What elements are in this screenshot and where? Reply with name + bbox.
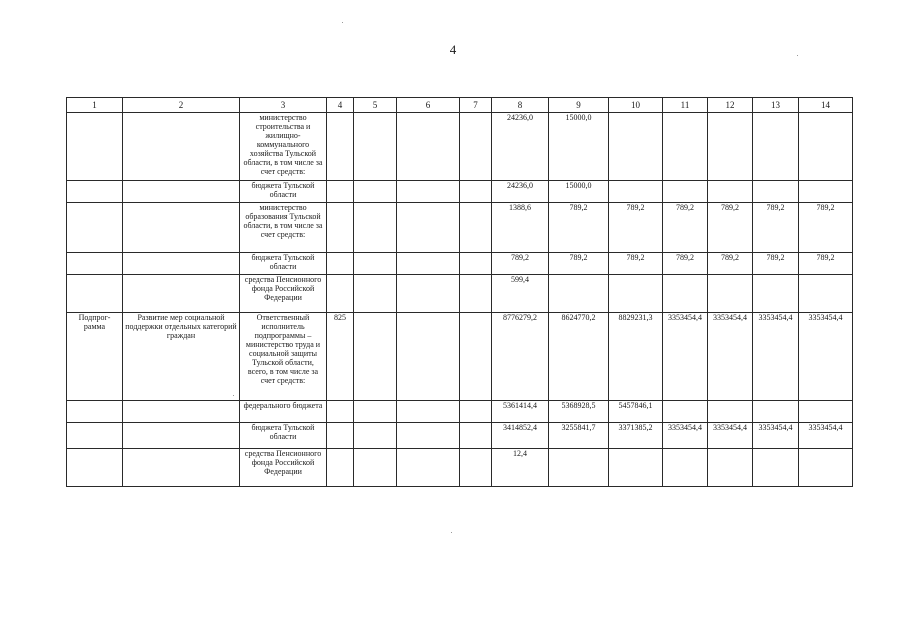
column-header-2: 2 <box>123 98 240 113</box>
cell-col-13: 3353454,4 <box>753 423 799 449</box>
cell-col-8: 1388,6 <box>492 203 549 253</box>
column-header-4: 4 <box>327 98 354 113</box>
cell-col-4 <box>327 113 354 181</box>
table-row <box>67 449 853 487</box>
cell-col-1 <box>67 253 123 275</box>
cell-col-3: бюджета Тульской области <box>240 181 327 203</box>
cell-col-8: 3414852,4 <box>492 423 549 449</box>
column-header-13: 13 <box>753 98 799 113</box>
cell-col-14: 789,2 <box>799 253 853 275</box>
cell-col-8: 789,2 <box>492 253 549 275</box>
cell-col-10 <box>609 449 663 487</box>
cell-col-13: 789,2 <box>753 203 799 253</box>
cell-col-5 <box>354 253 397 275</box>
cell-col-14: 789,2 <box>799 203 853 253</box>
cell-col-6 <box>397 113 460 181</box>
cell-col-1 <box>67 449 123 487</box>
page-number: 4 <box>449 42 457 57</box>
cell-col-12 <box>708 449 753 487</box>
cell-col-2 <box>123 401 240 423</box>
column-header-6: 6 <box>397 98 460 113</box>
header-row <box>67 98 853 113</box>
cell-col-2 <box>123 203 240 253</box>
scan-speck <box>451 532 452 533</box>
cell-col-9: 789,2 <box>549 203 609 253</box>
scan-speck <box>233 395 234 396</box>
cell-col-9: 15000,0 <box>549 113 609 181</box>
funding-table <box>66 97 853 487</box>
cell-col-7 <box>460 253 492 275</box>
cell-col-13 <box>753 181 799 203</box>
cell-col-8: 5361414,4 <box>492 401 549 423</box>
cell-col-11 <box>663 113 708 181</box>
cell-col-14: 3353454,4 <box>799 423 853 449</box>
cell-col-3: бюджета Тульской области <box>240 423 327 449</box>
column-header-7: 7 <box>460 98 492 113</box>
cell-col-6 <box>397 253 460 275</box>
cell-col-14 <box>799 449 853 487</box>
cell-col-14 <box>799 113 853 181</box>
cell-col-8: 24236,0 <box>492 113 549 181</box>
cell-col-14 <box>799 181 853 203</box>
scan-speck <box>797 55 798 56</box>
cell-col-3: министерство строительства и жилищно-коммунального хозяйства Тульской области, в том числе за счет средств: <box>240 113 327 181</box>
cell-col-11 <box>663 181 708 203</box>
column-header-1: 1 <box>67 98 123 113</box>
cell-col-7 <box>460 203 492 253</box>
table-row <box>67 113 853 181</box>
cell-col-5 <box>354 423 397 449</box>
cell-col-2 <box>123 253 240 275</box>
cell-col-10 <box>609 181 663 203</box>
column-header-5: 5 <box>354 98 397 113</box>
cell-col-12: 789,2 <box>708 253 753 275</box>
cell-col-11: 3353454,4 <box>663 423 708 449</box>
column-header-14: 14 <box>799 98 853 113</box>
cell-col-9: 3255841,7 <box>549 423 609 449</box>
cell-col-4 <box>327 275 354 313</box>
cell-col-12 <box>708 275 753 313</box>
cell-col-11 <box>663 275 708 313</box>
column-header-10: 10 <box>609 98 663 113</box>
table-body <box>67 113 853 487</box>
cell-col-13 <box>753 401 799 423</box>
cell-col-7 <box>460 275 492 313</box>
cell-col-6 <box>397 275 460 313</box>
cell-col-6 <box>397 181 460 203</box>
column-header-8: 8 <box>492 98 549 113</box>
cell-col-10: 8829231,3 <box>609 313 663 401</box>
table-row <box>67 253 853 275</box>
cell-col-9 <box>549 275 609 313</box>
cell-col-2: Развитие мер социальной поддержки отдельных категорий граждан <box>123 313 240 401</box>
cell-col-11 <box>663 401 708 423</box>
cell-col-14: 3353454,4 <box>799 313 853 401</box>
cell-col-11: 789,2 <box>663 203 708 253</box>
cell-col-14 <box>799 275 853 313</box>
table-row <box>67 313 853 401</box>
cell-col-1 <box>67 401 123 423</box>
cell-col-4 <box>327 181 354 203</box>
cell-col-4 <box>327 203 354 253</box>
cell-col-13 <box>753 449 799 487</box>
cell-col-8: 8776279,2 <box>492 313 549 401</box>
cell-col-2 <box>123 113 240 181</box>
cell-col-11: 789,2 <box>663 253 708 275</box>
cell-col-2 <box>123 181 240 203</box>
cell-col-11: 3353454,4 <box>663 313 708 401</box>
cell-col-3: средства Пенсионного фонда Российской Федерации <box>240 449 327 487</box>
cell-col-5 <box>354 449 397 487</box>
column-header-12: 12 <box>708 98 753 113</box>
cell-col-13 <box>753 275 799 313</box>
cell-col-3: Ответственный исполнитель подпрограммы – министерство труда и социальной защиты Тульской области, всего, в том числе за счет средств: <box>240 313 327 401</box>
table-row <box>67 423 853 449</box>
cell-col-4 <box>327 423 354 449</box>
cell-col-6 <box>397 401 460 423</box>
cell-col-7 <box>460 181 492 203</box>
cell-col-8: 599,4 <box>492 275 549 313</box>
cell-col-10: 789,2 <box>609 253 663 275</box>
cell-col-3: средства Пенсионного фонда Российской Федерации <box>240 275 327 313</box>
cell-col-3: бюджета Тульской области <box>240 253 327 275</box>
table-row <box>67 181 853 203</box>
table-row <box>67 203 853 253</box>
cell-col-10: 3371385,2 <box>609 423 663 449</box>
cell-col-8: 24236,0 <box>492 181 549 203</box>
cell-col-1 <box>67 113 123 181</box>
cell-col-10 <box>609 113 663 181</box>
column-header-3: 3 <box>240 98 327 113</box>
cell-col-9: 8624770,2 <box>549 313 609 401</box>
cell-col-7 <box>460 423 492 449</box>
cell-col-4 <box>327 401 354 423</box>
cell-col-5 <box>354 313 397 401</box>
scan-speck <box>342 22 343 23</box>
cell-col-1 <box>67 423 123 449</box>
cell-col-10: 5457846,1 <box>609 401 663 423</box>
cell-col-7 <box>460 449 492 487</box>
cell-col-6 <box>397 313 460 401</box>
cell-col-13: 789,2 <box>753 253 799 275</box>
cell-col-12 <box>708 181 753 203</box>
table-row <box>67 275 853 313</box>
cell-col-1 <box>67 275 123 313</box>
cell-col-12: 789,2 <box>708 203 753 253</box>
cell-col-6 <box>397 203 460 253</box>
cell-col-14 <box>799 401 853 423</box>
cell-col-12: 3353454,4 <box>708 423 753 449</box>
cell-col-1 <box>67 181 123 203</box>
table-row <box>67 401 853 423</box>
cell-col-7 <box>460 313 492 401</box>
cell-col-6 <box>397 449 460 487</box>
cell-col-5 <box>354 113 397 181</box>
cell-col-8: 12,4 <box>492 449 549 487</box>
cell-col-7 <box>460 401 492 423</box>
cell-col-1: Подпрог-рамма <box>67 313 123 401</box>
column-header-9: 9 <box>549 98 609 113</box>
cell-col-9 <box>549 449 609 487</box>
cell-col-1 <box>67 203 123 253</box>
cell-col-2 <box>123 449 240 487</box>
cell-col-4 <box>327 253 354 275</box>
cell-col-3: министерство образования Тульской области, в том числе за счет средств: <box>240 203 327 253</box>
cell-col-10 <box>609 275 663 313</box>
cell-col-9: 15000,0 <box>549 181 609 203</box>
cell-col-10: 789,2 <box>609 203 663 253</box>
cell-col-5 <box>354 401 397 423</box>
cell-col-13: 3353454,4 <box>753 313 799 401</box>
cell-col-3: федерального бюджета <box>240 401 327 423</box>
cell-col-12 <box>708 113 753 181</box>
column-header-11: 11 <box>663 98 708 113</box>
cell-col-12 <box>708 401 753 423</box>
cell-col-5 <box>354 275 397 313</box>
cell-col-11 <box>663 449 708 487</box>
cell-col-12: 3353454,4 <box>708 313 753 401</box>
cell-col-2 <box>123 275 240 313</box>
cell-col-5 <box>354 203 397 253</box>
cell-col-9: 5368928,5 <box>549 401 609 423</box>
cell-col-5 <box>354 181 397 203</box>
cell-col-6 <box>397 423 460 449</box>
cell-col-7 <box>460 113 492 181</box>
cell-col-4: 825 <box>327 313 354 401</box>
cell-col-13 <box>753 113 799 181</box>
cell-col-4 <box>327 449 354 487</box>
cell-col-9: 789,2 <box>549 253 609 275</box>
cell-col-2 <box>123 423 240 449</box>
